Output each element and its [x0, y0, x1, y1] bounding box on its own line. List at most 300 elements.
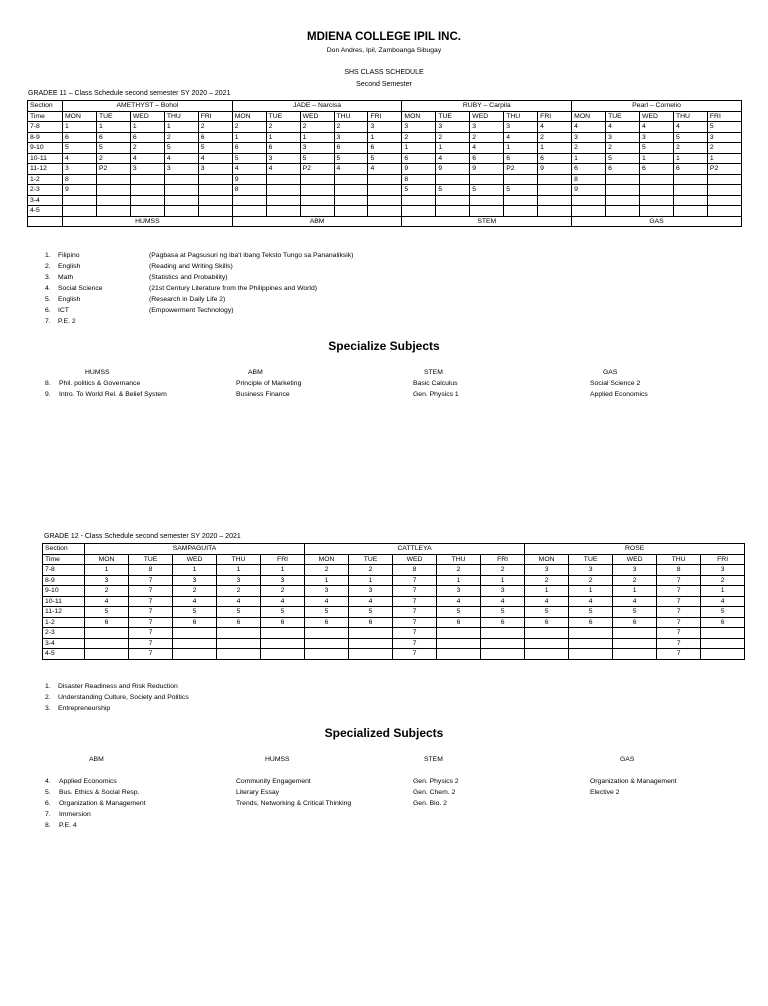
- schedule-cell: [572, 195, 606, 206]
- schedule-cell: 5: [334, 153, 368, 164]
- day-header: WED: [130, 111, 164, 122]
- day-header: FRI: [261, 554, 305, 565]
- list-item: 4. Social Science (21st Century Literature from the Philippines and World): [45, 285, 317, 292]
- table-row: [28, 206, 742, 217]
- schedule-cell: 3: [85, 575, 129, 586]
- schedule-cell: [96, 195, 130, 206]
- schedule-cell: [437, 638, 481, 649]
- schedule-cell: [300, 185, 334, 196]
- day-header: THU: [673, 111, 707, 122]
- schedule-cell: [606, 206, 640, 217]
- schedule-cell: [164, 195, 198, 206]
- table-row: [43, 638, 745, 649]
- schedule-cell: 4: [673, 122, 707, 133]
- strand-name: GAS: [572, 216, 742, 227]
- schedule-cell: 6: [572, 164, 606, 175]
- list-item: 7. P.E. 2: [45, 318, 76, 325]
- g11-caption: GRADEE 11 – Class Schedule second semester SY 2020 – 2021: [28, 90, 231, 97]
- table-row: [43, 565, 745, 576]
- schedule-cell: 1: [613, 586, 657, 597]
- schedule-cell: 6: [261, 617, 305, 628]
- schedule-cell: 2: [525, 575, 569, 586]
- schedule-cell: 1: [640, 153, 674, 164]
- schedule-cell: 3: [504, 122, 538, 133]
- schedule-cell: 6: [470, 153, 504, 164]
- schedule-cell: [402, 206, 436, 217]
- schedule-cell: [198, 195, 232, 206]
- g11-subject-list: [45, 250, 353, 327]
- schedule-cell: 3: [606, 132, 640, 143]
- schedule-cell: 6: [606, 164, 640, 175]
- schedule-cell: 2: [173, 586, 217, 597]
- day-header: TUE: [606, 111, 640, 122]
- schedule-cell: 4: [470, 143, 504, 154]
- schedule-cell: [640, 185, 674, 196]
- schedule-cell: [261, 638, 305, 649]
- schedule-cell: 3: [217, 575, 261, 586]
- schedule-cell: 1: [266, 132, 300, 143]
- list-item: 1. Disaster Readiness and Risk Reduction: [45, 683, 178, 690]
- section-header-row: [43, 544, 745, 555]
- time-slot: 4-5: [43, 649, 85, 660]
- schedule-cell: 8: [63, 174, 97, 185]
- table-row: [28, 143, 742, 154]
- g11-spec-col-stem: Basic Calculus Gen. Physics 1: [413, 380, 459, 398]
- g12-spec-header-abm: ABM: [89, 756, 104, 763]
- schedule-cell: 3: [261, 575, 305, 586]
- schedule-cell: 3: [305, 586, 349, 597]
- schedule-cell: 3: [334, 132, 368, 143]
- schedule-cell: 6: [538, 153, 572, 164]
- section-name: CATTLEYA: [305, 544, 525, 555]
- day-header: FRI: [701, 554, 745, 565]
- schedule-cell: [173, 649, 217, 660]
- schedule-cell: [538, 195, 572, 206]
- schedule-cell: 7: [657, 638, 701, 649]
- schedule-cell: [673, 195, 707, 206]
- schedule-cell: 6: [130, 132, 164, 143]
- schedule-cell: [402, 195, 436, 206]
- schedule-cell: 3: [572, 132, 606, 143]
- day-header: TUE: [96, 111, 130, 122]
- schedule-cell: [707, 195, 741, 206]
- day-header: FRI: [481, 554, 525, 565]
- schedule-cell: 5: [173, 607, 217, 618]
- day-header: THU: [504, 111, 538, 122]
- g11-spec-numbers: 8. 9.: [45, 380, 51, 398]
- schedule-cell: 5: [436, 185, 470, 196]
- time-label: Time: [43, 554, 85, 565]
- schedule-cell: 1: [349, 575, 393, 586]
- day-header: THU: [217, 554, 261, 565]
- schedule-cell: [232, 206, 266, 217]
- day-header: WED: [393, 554, 437, 565]
- schedule-cell: 3: [569, 565, 613, 576]
- schedule-cell: [130, 185, 164, 196]
- schedule-cell: [613, 628, 657, 639]
- schedule-cell: [96, 185, 130, 196]
- schedule-cell: [701, 649, 745, 660]
- table-row: [43, 628, 745, 639]
- schedule-cell: 6: [504, 153, 538, 164]
- schedule-cell: 1: [538, 143, 572, 154]
- section-name: JADE – Narcisa: [232, 101, 402, 112]
- schedule-cell: [368, 195, 402, 206]
- schedule-cell: 1: [436, 143, 470, 154]
- schedule-cell: 1: [481, 575, 525, 586]
- g12-spec-numbers: 4. 5. 6. 7. 8.: [45, 778, 51, 829]
- schedule-cell: [470, 206, 504, 217]
- schedule-cell: P2: [300, 164, 334, 175]
- schedule-cell: 6: [305, 617, 349, 628]
- g12-spec-col-abm: Applied Economics Bus. Ethics & Social Resp. Organization & Management Immersion P.E. 4: [59, 778, 146, 829]
- schedule-cell: 9: [232, 174, 266, 185]
- schedule-cell: 3: [707, 132, 741, 143]
- schedule-cell: 8: [402, 174, 436, 185]
- schedule-cell: 4: [261, 596, 305, 607]
- schedule-cell: 7: [393, 617, 437, 628]
- day-header: FRI: [368, 111, 402, 122]
- schedule-cell: 3: [63, 164, 97, 175]
- schedule-cell: [525, 628, 569, 639]
- table-row: [28, 174, 742, 185]
- schedule-cell: [606, 174, 640, 185]
- schedule-cell: 7: [393, 607, 437, 618]
- day-header: MON: [63, 111, 97, 122]
- schedule-cell: 4: [368, 164, 402, 175]
- schedule-cell: [85, 628, 129, 639]
- schedule-cell: 4: [613, 596, 657, 607]
- table-row: [28, 122, 742, 133]
- schedule-cell: 4: [701, 596, 745, 607]
- g11-schedule-table: [27, 100, 742, 227]
- schedule-cell: [436, 174, 470, 185]
- schedule-cell: 4: [85, 596, 129, 607]
- g12-spec-col-humss: Community Engagement Literary Essay Trends, Networking & Critical Thinking: [236, 778, 352, 807]
- schedule-cell: [198, 185, 232, 196]
- list-item: 3. Entrepreneurship: [45, 705, 111, 712]
- schedule-cell: 5: [470, 185, 504, 196]
- schedule-cell: [525, 638, 569, 649]
- schedule-cell: 1: [305, 575, 349, 586]
- schedule-cell: [707, 185, 741, 196]
- schedule-cell: 7: [657, 617, 701, 628]
- g12-spec-header-humss: HUMSS: [265, 756, 290, 763]
- schedule-cell: 7: [393, 575, 437, 586]
- time-slot: 10-11: [28, 153, 63, 164]
- schedule-cell: [569, 649, 613, 660]
- schedule-cell: 3: [470, 122, 504, 133]
- time-slot: 8-9: [28, 132, 63, 143]
- schedule-cell: 6: [173, 617, 217, 628]
- schedule-cell: 7: [657, 575, 701, 586]
- schedule-cell: 6: [96, 132, 130, 143]
- schedule-cell: [538, 185, 572, 196]
- schedule-cell: 8: [129, 565, 173, 576]
- schedule-cell: [173, 638, 217, 649]
- schedule-cell: 4: [130, 153, 164, 164]
- table-row: [43, 586, 745, 597]
- strand-name: ABM: [232, 216, 402, 227]
- schedule-cell: [96, 174, 130, 185]
- schedule-cell: [164, 206, 198, 217]
- g12-spec-col-stem: Gen. Physics 2 Gen. Chem. 2 Gen. Bio. 2: [413, 778, 459, 807]
- schedule-cell: [334, 185, 368, 196]
- schedule-cell: [349, 638, 393, 649]
- schedule-cell: P2: [504, 164, 538, 175]
- schedule-cell: 1: [569, 586, 613, 597]
- day-header-row: [43, 554, 745, 565]
- schedule-cell: [266, 185, 300, 196]
- day-header: MON: [232, 111, 266, 122]
- schedule-cell: [85, 649, 129, 660]
- time-slot: 2-3: [28, 185, 63, 196]
- section-label: Section: [28, 101, 63, 112]
- schedule-cell: 5: [349, 607, 393, 618]
- time-slot: 7-8: [28, 122, 63, 133]
- schedule-cell: [470, 195, 504, 206]
- schedule-cell: 1: [164, 122, 198, 133]
- schedule-cell: [266, 206, 300, 217]
- schedule-cell: 3: [368, 122, 402, 133]
- schedule-cell: 6: [368, 143, 402, 154]
- schedule-cell: 1: [525, 586, 569, 597]
- schedule-cell: [85, 638, 129, 649]
- schedule-cell: [305, 649, 349, 660]
- table-row: [28, 164, 742, 175]
- schedule-cell: 1: [300, 132, 334, 143]
- schedule-cell: 5: [300, 153, 334, 164]
- school-name: MDIENA COLLEGE IPIL INC.: [307, 31, 461, 43]
- schedule-cell: [232, 195, 266, 206]
- schedule-cell: 6: [85, 617, 129, 628]
- schedule-cell: [261, 628, 305, 639]
- day-header: TUE: [349, 554, 393, 565]
- schedule-cell: [96, 206, 130, 217]
- schedule-cell: 3: [436, 122, 470, 133]
- section-name: RUBY – Carpila: [402, 101, 572, 112]
- time-slot: 11-12: [43, 607, 85, 618]
- schedule-cell: 3: [701, 565, 745, 576]
- schedule-cell: 9: [63, 185, 97, 196]
- schedule-cell: [261, 649, 305, 660]
- schedule-cell: 4: [436, 153, 470, 164]
- schedule-cell: 2: [572, 143, 606, 154]
- schedule-cell: 4: [334, 164, 368, 175]
- schedule-cell: 1: [85, 565, 129, 576]
- schedule-cell: [673, 174, 707, 185]
- school-address: Don Andres, Ipil, Zamboanga Sibugay: [326, 47, 442, 54]
- schedule-cell: [504, 174, 538, 185]
- schedule-cell: [349, 649, 393, 660]
- list-item: 1. Filipino (Pagbasa at Pagsusuri ng iba't ibang Teksto Tungo sa Pananaliksik): [45, 252, 354, 259]
- schedule-cell: [569, 638, 613, 649]
- schedule-cell: [613, 649, 657, 660]
- schedule-cell: 2: [538, 132, 572, 143]
- schedule-cell: 6: [701, 617, 745, 628]
- schedule-cell: 4: [504, 132, 538, 143]
- schedule-cell: [217, 638, 261, 649]
- schedule-cell: 8: [572, 174, 606, 185]
- schedule-cell: [217, 628, 261, 639]
- table-row: [43, 649, 745, 660]
- schedule-cell: [701, 628, 745, 639]
- strand-row: [28, 216, 742, 227]
- g12-specialized-title: Specialized Subjects: [324, 726, 444, 740]
- schedule-cell: 2: [217, 586, 261, 597]
- schedule-cell: 2: [701, 575, 745, 586]
- schedule-cell: 6: [673, 164, 707, 175]
- schedule-cell: 4: [349, 596, 393, 607]
- section-name: AMETHYST – Bohol: [63, 101, 233, 112]
- schedule-cell: 2: [436, 132, 470, 143]
- schedule-cell: [525, 649, 569, 660]
- schedule-cell: [572, 206, 606, 217]
- time-slot: 9-10: [28, 143, 63, 154]
- schedule-cell: 1: [368, 132, 402, 143]
- time-slot: 4-5: [28, 206, 63, 217]
- schedule-cell: 3: [349, 586, 393, 597]
- schedule-cell: 6: [569, 617, 613, 628]
- schedule-cell: [481, 628, 525, 639]
- schedule-cell: 5: [606, 153, 640, 164]
- schedule-cell: 4: [217, 596, 261, 607]
- schedule-cell: [606, 185, 640, 196]
- table-row: [28, 153, 742, 164]
- schedule-cell: [368, 185, 402, 196]
- schedule-cell: 8: [657, 565, 701, 576]
- day-header: TUE: [436, 111, 470, 122]
- schedule-cell: 4: [63, 153, 97, 164]
- schedule-cell: 7: [657, 607, 701, 618]
- schedule-cell: 9: [436, 164, 470, 175]
- g11-spec-header-abm: ABM: [248, 369, 263, 376]
- schedule-cell: 7: [129, 575, 173, 586]
- schedule-cell: [334, 174, 368, 185]
- schedule-cell: 2: [402, 132, 436, 143]
- schedule-cell: 4: [569, 596, 613, 607]
- schedule-cell: [481, 649, 525, 660]
- schedule-cell: [673, 206, 707, 217]
- schedule-cell: 2: [96, 153, 130, 164]
- schedule-cell: 5: [96, 143, 130, 154]
- schedule-cell: 6: [266, 143, 300, 154]
- schedule-cell: [300, 174, 334, 185]
- day-header: MON: [572, 111, 606, 122]
- schedule-cell: 5: [63, 143, 97, 154]
- time-slot: 1-2: [43, 617, 85, 628]
- schedule-cell: 1: [402, 143, 436, 154]
- section-name: Pearl – Cornelio: [572, 101, 742, 112]
- schedule-cell: 4: [538, 122, 572, 133]
- schedule-cell: 3: [481, 586, 525, 597]
- schedule-cell: 1: [572, 153, 606, 164]
- list-item: 3. Math (Statistics and Probability): [45, 274, 228, 281]
- schedule-cell: [436, 195, 470, 206]
- schedule-cell: 5: [640, 143, 674, 154]
- schedule-cell: [707, 206, 741, 217]
- schedule-cell: [198, 206, 232, 217]
- schedule-cell: 1: [504, 143, 538, 154]
- schedule-cell: 6: [640, 164, 674, 175]
- g11-spec-col-abm: Principle of Marketing Business Finance: [236, 380, 302, 398]
- schedule-cell: 7: [129, 586, 173, 597]
- schedule-cell: 2: [198, 122, 232, 133]
- g11-spec-header-stem: STEM: [424, 369, 443, 376]
- schedule-cell: 1: [130, 122, 164, 133]
- schedule-cell: P2: [707, 164, 741, 175]
- schedule-cell: 7: [393, 628, 437, 639]
- day-header: TUE: [266, 111, 300, 122]
- strand-blank: [28, 216, 63, 227]
- schedule-cell: [640, 174, 674, 185]
- schedule-cell: 5: [437, 607, 481, 618]
- schedule-cell: [640, 195, 674, 206]
- day-header: FRI: [198, 111, 232, 122]
- g12-spec-header-gas: GAS: [620, 756, 635, 763]
- schedule-cell: 4: [525, 596, 569, 607]
- day-header: THU: [334, 111, 368, 122]
- table-row: [43, 575, 745, 586]
- schedule-cell: 1: [63, 122, 97, 133]
- schedule-cell: 8: [232, 185, 266, 196]
- schedule-cell: 1: [217, 565, 261, 576]
- semester-label: Second Semester: [356, 81, 412, 88]
- g12-spec-header-stem: STEM: [424, 756, 443, 763]
- schedule-cell: [63, 195, 97, 206]
- schedule-cell: 5: [525, 607, 569, 618]
- schedule-cell: 2: [164, 132, 198, 143]
- schedule-cell: [640, 206, 674, 217]
- schedule-cell: 2: [613, 575, 657, 586]
- time-slot: 7-8: [43, 565, 85, 576]
- schedule-cell: 2: [673, 143, 707, 154]
- table-row: [28, 195, 742, 206]
- schedule-cell: 1: [673, 153, 707, 164]
- schedule-cell: 5: [707, 122, 741, 133]
- schedule-cell: 3: [164, 164, 198, 175]
- g12-spec-col-gas: Organization & Management Elective 2: [590, 778, 677, 796]
- schedule-cell: 4: [481, 596, 525, 607]
- schedule-cell: 5: [368, 153, 402, 164]
- day-header: FRI: [538, 111, 572, 122]
- time-label: Time: [28, 111, 63, 122]
- schedule-cell: [130, 195, 164, 206]
- schedule-cell: 5: [481, 607, 525, 618]
- day-header: MON: [402, 111, 436, 122]
- strand-name: HUMSS: [63, 216, 233, 227]
- section-name: ROSE: [525, 544, 745, 555]
- schedule-cell: [300, 206, 334, 217]
- schedule-cell: [538, 206, 572, 217]
- schedule-cell: [368, 206, 402, 217]
- schedule-cell: [266, 195, 300, 206]
- strand-name: STEM: [402, 216, 572, 227]
- table-row: [43, 617, 745, 628]
- g12-subject-list: [45, 681, 189, 714]
- schedule-cell: [130, 174, 164, 185]
- schedule-cell: 7: [393, 649, 437, 660]
- day-header: MON: [85, 554, 129, 565]
- list-item: 6. ICT (Empowerment Technology): [45, 307, 234, 314]
- day-header: TUE: [569, 554, 613, 565]
- schedule-cell: 5: [164, 143, 198, 154]
- schedule-cell: [217, 649, 261, 660]
- schedule-cell: 5: [673, 132, 707, 143]
- day-header: WED: [640, 111, 674, 122]
- schedule-cell: 2: [334, 122, 368, 133]
- time-slot: 10-11: [43, 596, 85, 607]
